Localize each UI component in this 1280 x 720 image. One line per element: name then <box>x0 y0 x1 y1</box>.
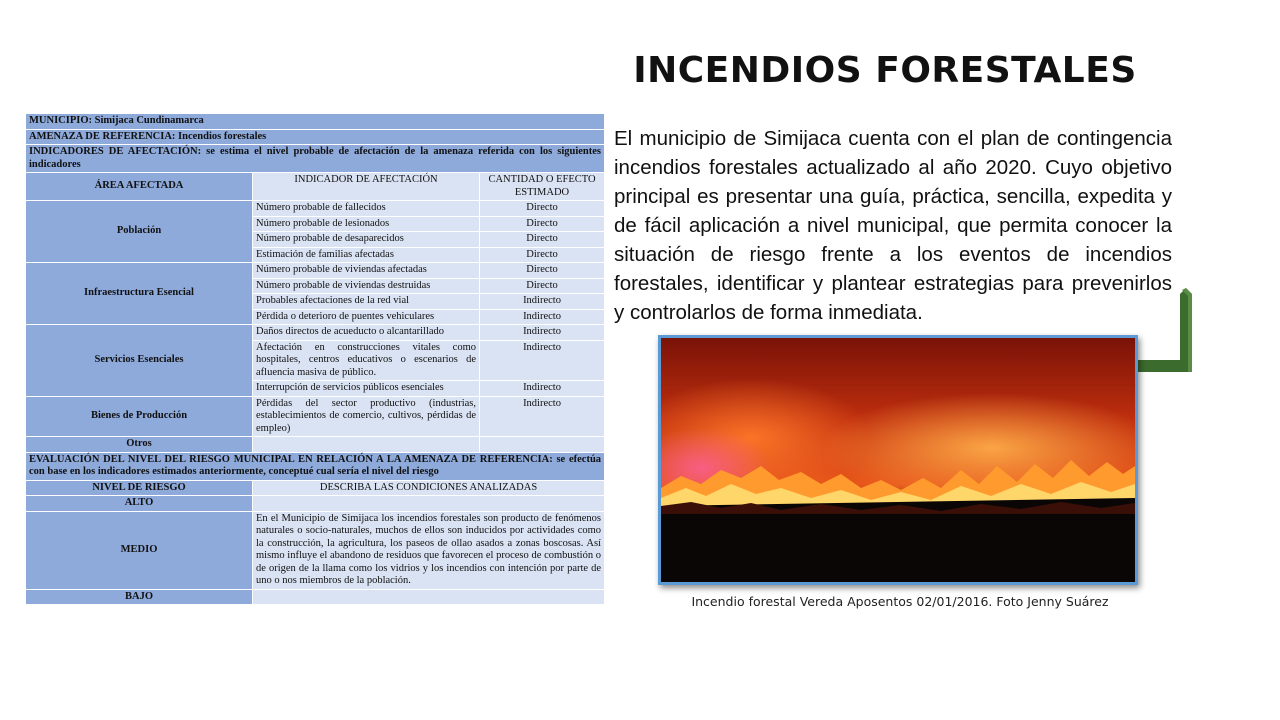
indicador-cell <box>253 437 480 453</box>
indicadores-header-cell: INDICADORES DE AFECTACIÓN: se estima el nivel probable de afectación de la amenaza referida con los siguientes indicadores <box>26 145 605 173</box>
table-row <box>26 129 605 145</box>
table-row <box>26 325 605 341</box>
area-cell: Población <box>26 201 253 263</box>
table-row <box>26 452 605 480</box>
level-bajo-cell: BAJO <box>26 589 253 605</box>
cantidad-cell: Indirecto <box>480 294 605 310</box>
indicador-cell: Estimación de familias afectadas <box>253 247 480 263</box>
slide-title: INCENDIOS FORESTALES <box>633 50 1137 91</box>
table-row <box>26 263 605 279</box>
indicador-cell: Número probable de lesionados <box>253 216 480 232</box>
amenaza-cell: AMENAZA DE REFERENCIA: Incendios forestales <box>26 129 605 145</box>
indicador-cell: Interrupción de servicios públicos esenciales <box>253 381 480 397</box>
photo-caption: Incendio forestal Vereda Aposentos 02/01/2016. Foto Jenny Suárez <box>691 594 1109 609</box>
col-indicador-header: INDICADOR DE AFECTACIÓN <box>253 173 480 201</box>
area-cell: Servicios Esenciales <box>26 325 253 397</box>
table-row <box>26 437 605 453</box>
table-row <box>26 396 605 437</box>
table-row <box>26 496 605 512</box>
forest-fire-photo <box>658 335 1138 585</box>
cantidad-cell: Indirecto <box>480 340 605 381</box>
alto-desc-cell <box>253 496 605 512</box>
table-row <box>26 173 605 201</box>
indicador-cell: Afectación en construcciones vitales como hospitales, centros educativos o escenarios de afluencia masiva de público. <box>253 340 480 381</box>
table-row <box>26 145 605 173</box>
table-row <box>26 114 605 130</box>
table-row <box>26 201 605 217</box>
cantidad-cell: Directo <box>480 201 605 217</box>
level-medio-cell: MEDIO <box>26 511 253 589</box>
bajo-desc-cell <box>253 589 605 605</box>
intro-paragraph: El municipio de Simijaca cuenta con el plan de contingencia incendios forestales actualizado al año 2020. Cuyo objetivo principal es presentar una guía, práctica, sencilla, expedita y de fácil aplicación a nivel municipal, que permita conocer la situación de riesgo frente a los eventos de incendios forestales, identificar y plantear estrategias para prevenirlos y controlarlos de forma inmediata. <box>614 127 1172 324</box>
indicador-cell: Número probable de viviendas afectadas <box>253 263 480 279</box>
cantidad-cell: Directo <box>480 278 605 294</box>
cantidad-cell: Directo <box>480 216 605 232</box>
indicador-cell: Daños directos de acueducto o alcantarillado <box>253 325 480 341</box>
col-nivel-header: NIVEL DE RIESGO <box>26 480 253 496</box>
risk-assessment-table <box>25 113 605 605</box>
otros-cell: Otros <box>26 437 253 453</box>
col-area-header: ÁREA AFECTADA <box>26 173 253 201</box>
level-alto-cell: ALTO <box>26 496 253 512</box>
area-cell: Infraestructura Esencial <box>26 263 253 325</box>
indicador-cell: Número probable de desaparecidos <box>253 232 480 248</box>
cantidad-cell: Indirecto <box>480 396 605 437</box>
col-cantidad-header: CANTIDAD O EFECTO ESTIMADO <box>480 173 605 201</box>
indicador-cell: Pérdidas del sector productivo (industrias, establecimientos de comercio, cultivos, pérdidas de empleo) <box>253 396 480 437</box>
table-row <box>26 589 605 605</box>
cantidad-cell <box>480 437 605 453</box>
cantidad-cell: Directo <box>480 232 605 248</box>
cantidad-cell: Indirecto <box>480 381 605 397</box>
area-cell: Bienes de Producción <box>26 396 253 437</box>
medio-desc-cell: En el Municipio de Simijaca los incendios forestales son producto de fenómenos naturales o socio-naturales, muchos de ellos son inducidos por actividades como la construcción, la agricultura, los paseos de ollao asados a zonas boscosas. Así mismo influye el abandono de residuos que favorecen el proceso de combustión o de origen de la llama como los vidrios y los incendios con intención por parte de uno o nos miembros de la población. <box>253 511 605 589</box>
cantidad-cell: Directo <box>480 247 605 263</box>
cantidad-cell: Indirecto <box>480 309 605 325</box>
col-describa-header: DESCRIBA LAS CONDICIONES ANALIZADAS <box>253 480 605 496</box>
municipio-cell: MUNICIPIO: Simijaca Cundinamarca <box>26 114 605 130</box>
evaluacion-header-cell: EVALUACIÓN DEL NIVEL DEL RIESGO MUNICIPAL EN RELACIÓN A LA AMENAZA DE REFERENCIA: se efectúa con base en los indicadores estimados anteriormente, conceptué cual sería el nivel del riesgo <box>26 452 605 480</box>
indicador-cell: Pérdida o deterioro de puentes vehiculares <box>253 309 480 325</box>
green-elbow-arrow-shape <box>1138 286 1194 374</box>
cantidad-cell: Indirecto <box>480 325 605 341</box>
cantidad-cell: Directo <box>480 263 605 279</box>
table-row <box>26 480 605 496</box>
indicador-cell: Número probable de viviendas destruidas <box>253 278 480 294</box>
table-row <box>26 511 605 589</box>
indicador-cell: Probables afectaciones de la red vial <box>253 294 480 310</box>
indicador-cell: Número probable de fallecidos <box>253 201 480 217</box>
